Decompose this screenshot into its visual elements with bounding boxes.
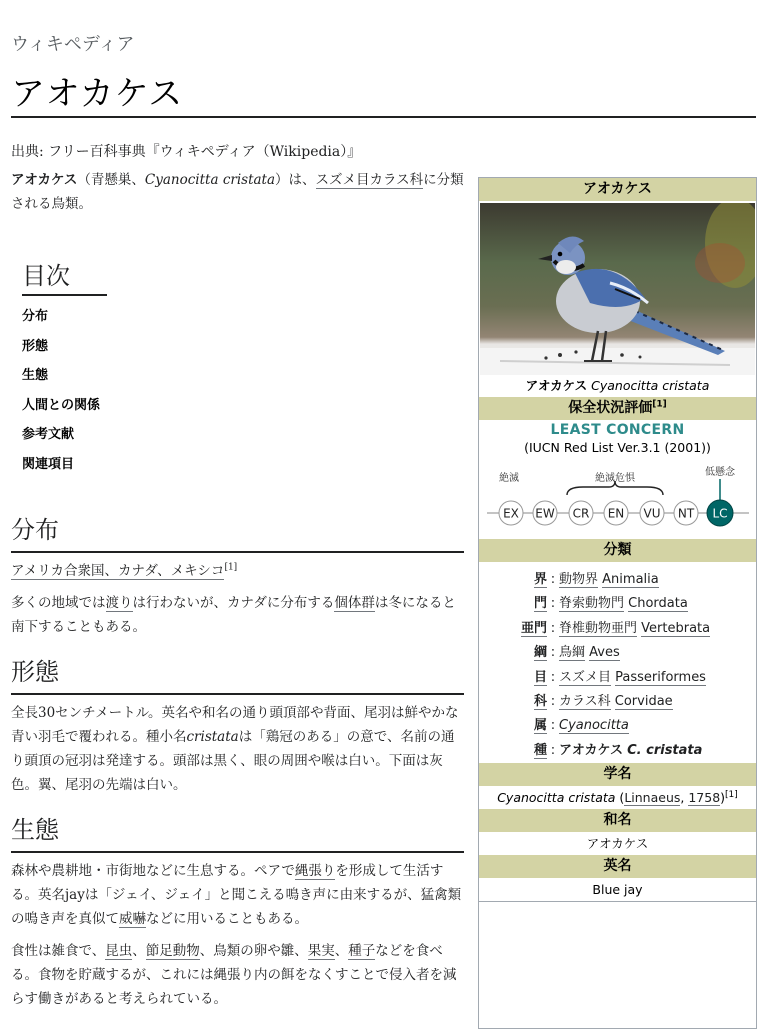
binomial-header: 学名 [479,763,756,786]
taxon-latin-link[interactable]: Cyanocitta [559,718,629,734]
status-least-concern[interactable]: LEAST CONCERN [550,422,685,438]
binomial-latin: Cyanocitta cristata [497,790,616,806]
site-name[interactable]: ウィキペディア [11,34,135,55]
status-code-ex[interactable] [499,501,523,525]
binomial-name [479,786,756,809]
reference-link[interactable]: [1] [725,789,738,800]
conservation-status-header [479,397,756,420]
taxonomy-row-genus: 属 : Cyanocitta [533,718,629,734]
taxon-latin-link[interactable]: Animalia [602,572,659,587]
section-heading-distribution: 分布 [11,513,464,553]
link-territory[interactable]: 縄張り [294,863,336,879]
toc-item-references[interactable]: 参考文献 [22,427,75,442]
reference-link[interactable]: [1] [224,562,238,573]
taxon-latin: C. cristata [627,742,703,758]
rank-link[interactable]: 目 [533,669,547,685]
latin-epithet: cristata [186,729,239,745]
binomial-text: ) [720,790,726,806]
paragraph-text: は冬になると南下することもある。 [11,595,456,635]
toc-title: 目次 [22,264,107,296]
paragraph-text: などを食べる。食物を貯蔵するが、これには縄張り内の餌をなくすことで侵入者を減らす働きがあると考えられている。 [11,943,457,1007]
status-code-cr[interactable] [569,501,593,525]
intro-text: に分類される鳥類。 [11,172,464,212]
taxon-latin-link[interactable]: Chordata [628,596,688,612]
morphology-paragraph [11,701,464,797]
taxonomy-row-kingdom: 界 : 動物界 Animalia [533,572,659,587]
conservation-status-title[interactable]: 保全状況評価 [568,400,653,416]
intro-latin: Cyanocitta cristata [144,172,276,188]
taxonomy-row-species: 種 : アオカケス C. cristata [533,742,703,758]
status-code-label: EX [503,506,519,521]
rank-link[interactable]: 門 [533,596,547,612]
taxon-link[interactable]: スズメ目 [559,669,612,685]
status-code-label: NT [677,506,695,521]
status-code-en[interactable] [604,501,628,525]
toc-item-morphology[interactable]: 形態 [22,338,49,354]
ecology-paragraph-2 [11,939,464,1011]
page-title: アオカケス [11,74,184,114]
blue-jay-photo[interactable] [480,203,755,375]
scale-label-extinct: 絶滅 [499,473,519,484]
taxonomy-row-subphylum: 亜門 : 脊椎動物亜門 Vertebrata [520,620,711,636]
taxonomy-row-class: 綱 : 鳥綱 Aves [533,645,620,661]
taxon-latin-link[interactable]: Vertebrata [641,620,711,636]
paragraph-text: を形成して生活する。英名jayは「ジェイ、ジェイ」と聞こえる鳴き声に由来するが、猛禽類の鳴き声を真似て [11,863,462,927]
toc-item-ecology[interactable]: 生態 [22,368,49,383]
taxon-name: アオカケス [559,742,623,758]
ecology-paragraph-1 [11,859,464,931]
status-code-vu[interactable] [640,501,664,525]
link-fruit[interactable]: 果実 [307,943,335,959]
taxobox [478,177,757,1029]
article-content [11,168,464,1019]
rank-link[interactable]: 界 [533,572,547,587]
infobox-title: アオカケス [479,178,756,201]
english-name-header: 英名 [479,855,756,878]
taxon-link[interactable]: 鳥綱 [559,645,586,661]
status-code-nt[interactable] [674,501,698,525]
paragraph-text: は「鶏冠のある」の意で、名前の通り頭頂の冠羽は発達する。頭部は黒く、眼の周囲や喉は白い。下面は灰色。翼、尾羽の先端は白い。 [11,729,455,793]
blue-jay-illustration [480,203,755,375]
paragraph-text: は行わないが、カナダに分布する [132,595,335,611]
status-code-label: CR [572,506,590,521]
taxon-latin-link[interactable]: Aves [589,645,620,661]
japanese-name-header: 和名 [479,809,756,832]
taxon-link[interactable]: 脊索動物門 [559,596,625,612]
binomial-text: ( [615,790,625,806]
source-line: 出典: フリー百科事典『ウィキペディア（Wikipedia）』 [11,144,362,160]
link-linnaeus[interactable]: Linnaeus [624,790,681,806]
link-population[interactable]: 個体群 [334,595,375,611]
taxon-link[interactable]: 脊椎動物亜門 [559,620,638,636]
infobox-divider [479,901,756,902]
status-code-lc[interactable] [707,500,733,526]
link-countries[interactable]: アメリカ合衆国、カナダ、メキシコ [11,563,225,579]
status-code-label: LC [712,506,728,521]
paragraph-text: 、 [334,943,349,959]
toc-item-see-also[interactable]: 関連項目 [22,456,75,472]
paragraph-text: 多くの地域では [11,595,106,611]
taxonomy-row-phylum: 門 : 脊索動物門 Chordata [533,596,688,612]
scale-label-threatened: 絶滅危惧 [595,473,635,484]
taxon-latin-link[interactable]: Corvidae [614,693,673,709]
english-name: Blue jay [592,882,643,898]
taxon-latin-link[interactable]: Passeriformes [615,669,706,685]
taxon-link[interactable]: 動物界 [559,572,599,587]
intro-text: ）は、 [275,172,316,188]
status-code-ew[interactable] [533,501,557,525]
paragraph-text: などに用いることもある。 [146,911,308,927]
photo-caption [479,375,756,397]
paragraph-text: 、鳥類の卵や雛、 [199,943,308,959]
status-code-label: VU [643,506,661,521]
section-heading-morphology: 形態 [11,655,464,695]
link-migration[interactable]: 渡り [105,595,133,611]
distribution-countries [11,559,464,583]
link-seeds[interactable]: 種子 [348,943,376,959]
status-code-label: EW [535,506,555,521]
caption-latin: Cyanocitta cristata [591,378,710,393]
paragraph-text: 全長30センチメートル。英名や和名の通り頭頂部や背面、尾羽は鮮やかな青い羽毛で覆われる。種小名 [11,705,459,745]
japanese-name: アオカケス [586,836,649,852]
rank-link[interactable]: 種 [533,742,547,758]
section-heading-ecology: 生態 [11,813,464,853]
link-insects[interactable]: 昆虫 [105,943,133,959]
intro-text: （青懸巣、 [77,172,145,188]
rank-link[interactable]: 亜門 [520,620,547,636]
status-source: (IUCN Red List Ver.3.1 (2001)) [524,440,711,455]
intro-term: アオカケス [11,172,78,188]
caption-name: アオカケス [525,378,588,393]
link-corvidae[interactable]: カラス科 [369,172,424,188]
conservation-scale [479,455,756,539]
title-divider [11,116,756,118]
link-arthropods[interactable]: 節足動物 [145,943,200,959]
taxon-link[interactable]: カラス科 [559,693,611,709]
conservation-scale-graphic [479,455,756,539]
link-passeriformes[interactable]: スズメ目 [315,172,370,188]
intro-paragraph [11,168,464,216]
binomial-text: , [680,790,689,806]
paragraph-text: 食性は雑食で、 [11,943,106,959]
reference-link[interactable]: [1] [652,399,667,410]
classification-header: 分類 [479,539,756,562]
distribution-paragraph [11,591,464,639]
rank-link[interactable]: 属 [533,718,547,734]
table-of-contents [22,264,142,479]
paragraph-text: 森林や農耕地・市街地などに生息する。ペアで [11,863,295,879]
toc-item-human-relations[interactable]: 人間との関係 [22,397,101,413]
status-code-label: EN [607,506,625,521]
rank-link[interactable]: 科 [533,693,547,709]
link-intimidation[interactable]: 威嚇 [119,911,146,927]
rank-link[interactable]: 綱 [533,645,547,661]
scale-label-least-concern: 低懸念 [705,467,735,478]
taxonomy-row-family: 科 : カラス科 Corvidae [533,693,673,709]
paragraph-text: 、 [132,943,146,959]
link-1758[interactable]: 1758 [688,790,721,806]
taxonomy-row-order: 目 : スズメ目 Passeriformes [533,669,706,685]
toc-item-distribution[interactable]: 分布 [22,309,49,324]
taxonomy-table [479,568,756,763]
